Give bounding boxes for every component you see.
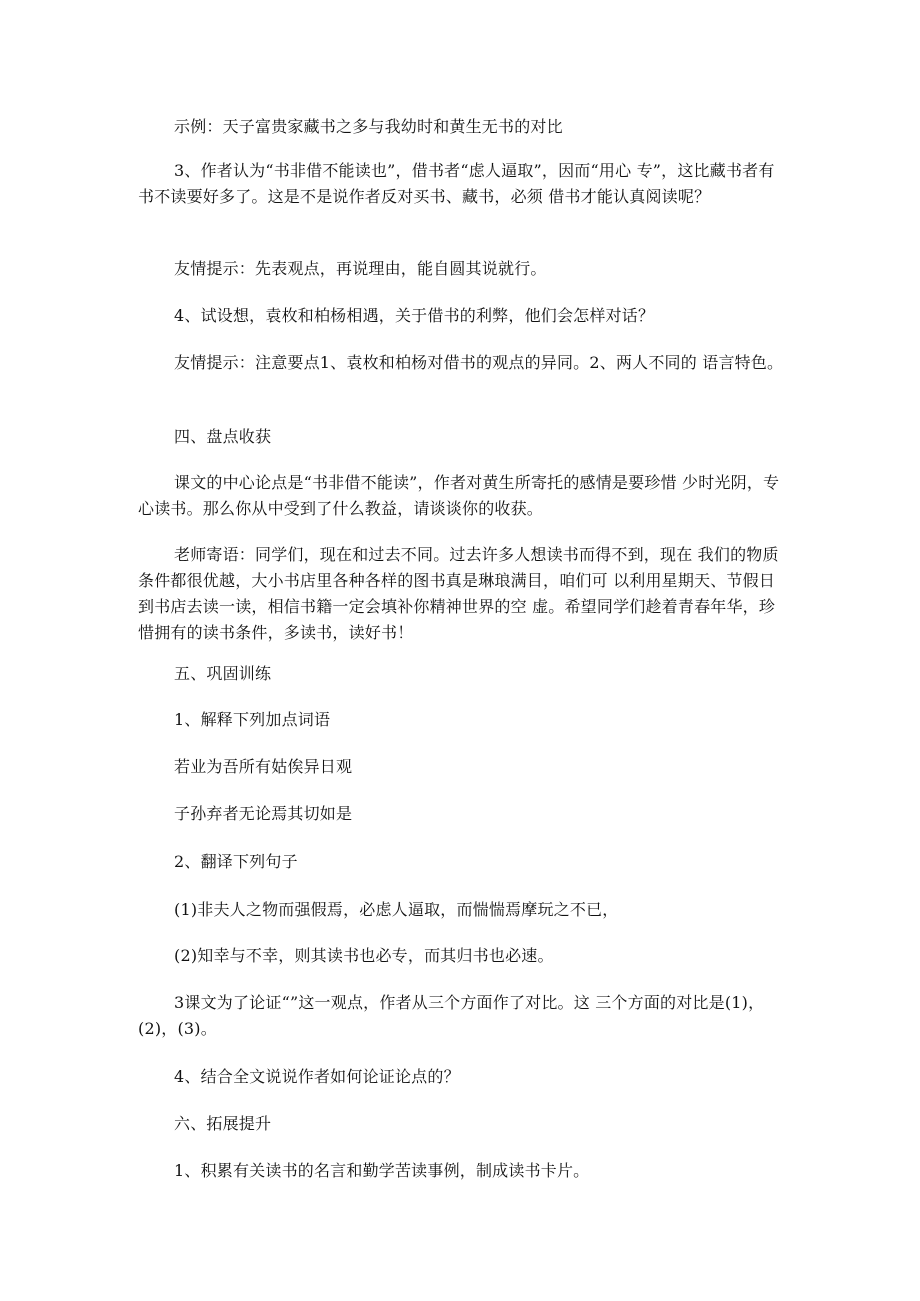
exercise-4: 4、结合全文说说作者如何论证论点的？ <box>174 1067 460 1086</box>
exercise-2-title: 2、翻译下列句子 <box>174 852 298 871</box>
paragraph-hint-1: 友情提示：先表观点，再说理由，能自圆其说就行。 <box>174 259 547 278</box>
exercise-2-sentence-2: (2)知幸与不幸，则其读书也必专，而其归书也必速。 <box>174 946 554 965</box>
paragraph-example: 示例：天子富贵家藏书之多与我幼时和黄生无书的对比 <box>174 117 563 136</box>
paragraph-teacher-message: 老师寄语：同学们，现在和过去不同。过去许多人想读书而得不到，现在 我们的物质条件都很优越，大小书店里各种各样的图书真是琳琅满目，咱们可 以利用星期天、节假日到书店去读一读，相信书籍一定会填补你精神世界的空 虚。希望同学们趁着青春年华，珍惜拥有的读书条件，多读书，读好书！ <box>138 545 779 642</box>
exercise-1-line-2: 子孙弃者无论焉其切如是 <box>174 804 353 823</box>
paragraph-question-3: 3、作者认为“书非借不能读也”，借书者“虑人逼取”，因而“用心 专”，这比藏书者有书不读要好多了。这是不是说作者反对买书、藏书，必须 借书才能认真阅读呢？ <box>138 161 775 206</box>
exercise-3: 3课文为了论证“”这一观点，作者从三个方面作了对比。这 三个方面的对比是(1)，(2)，(3)。 <box>138 993 765 1038</box>
section-heading-5: 五、巩固训练 <box>174 664 272 683</box>
exercise-1-line-1: 若业为吾所有姑俟异日观 <box>174 757 353 776</box>
paragraph-summary: 课文的中心论点是“书非借不能读”，作者对黄生所寄托的感情是要珍惜 少时光阴，专心读书。那么你从中受到了什么教益，请谈谈你的收获。 <box>138 473 780 518</box>
section-heading-6: 六、拓展提升 <box>174 1114 272 1133</box>
extension-1: 1、积累有关读书的名言和勤学苦读事例，制成读书卡片。 <box>174 1161 590 1180</box>
exercise-2-sentence-1: (1)非夫人之物而强假焉，必虑人逼取，而惴惴焉摩玩之不已， <box>174 900 619 919</box>
exercise-1-title: 1、解释下列加点词语 <box>174 710 331 729</box>
paragraph-question-4: 4、试设想，袁枚和柏杨相遇，关于借书的利弊，他们会怎样对话？ <box>174 306 655 325</box>
paragraph-hint-2: 友情提示：注意要点1、袁枚和柏杨对借书的观点的异同。2、两人不同的 语言特色。 <box>174 353 784 372</box>
section-heading-4: 四、盘点收获 <box>174 427 272 446</box>
